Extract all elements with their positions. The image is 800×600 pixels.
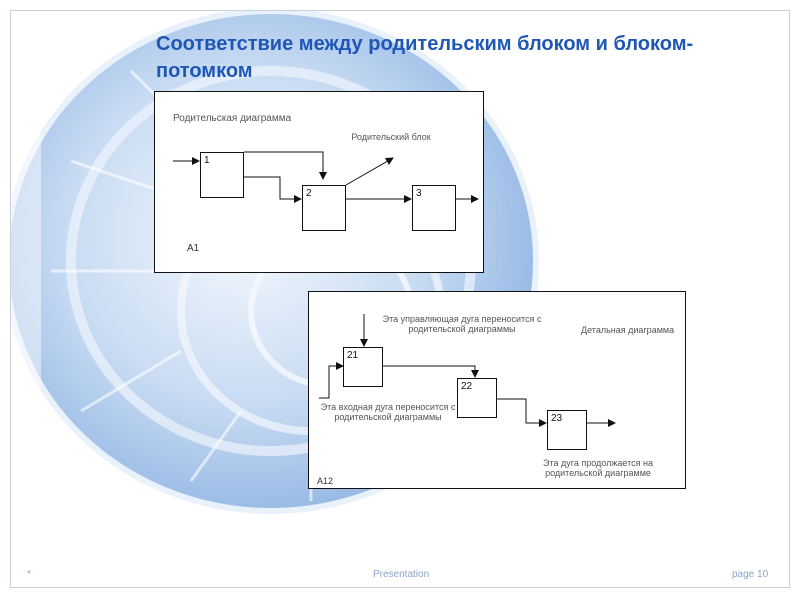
block-number: 2 [306, 188, 312, 199]
footer-presentation: Presentation [373, 569, 430, 580]
detail-diagram-title: Детальная диаграмма [581, 325, 675, 335]
block-number: 23 [551, 413, 563, 424]
parent-block-callout: Родительский блок [351, 132, 431, 142]
block-number: 3 [416, 188, 422, 199]
detail-block-23 [547, 410, 587, 450]
slide-title: Соответствие между родительским блоком и блоком-потомком [156, 33, 694, 82]
footer-page-number: page 10 [732, 569, 769, 580]
block-number: 22 [461, 381, 473, 392]
parent-block-1 [200, 152, 244, 198]
output-arc-note: Эта дуга продолжается на родительской диаграмме [543, 458, 653, 478]
parent-diagram-title: Родительская диаграмма [173, 113, 292, 124]
parent-node-id: A1 [187, 243, 200, 254]
block-number: 1 [204, 155, 210, 166]
detail-node-id: A12 [317, 476, 334, 486]
footer-marker: * [27, 569, 31, 580]
detail-block-22 [457, 378, 497, 418]
parent-block-3 [412, 185, 456, 231]
detail-diagram-panel [308, 291, 686, 489]
block-number: 21 [347, 350, 359, 361]
control-arc-note: Эта управляющая дуга переносится с родительской диаграммы [382, 314, 542, 334]
detail-block-21 [343, 347, 383, 387]
input-arc-note: Эта входная дуга переносится с родительской диаграммы [320, 402, 456, 422]
parent-diagram-panel [154, 91, 484, 273]
slide [10, 10, 790, 588]
parent-block-2 [302, 185, 346, 231]
